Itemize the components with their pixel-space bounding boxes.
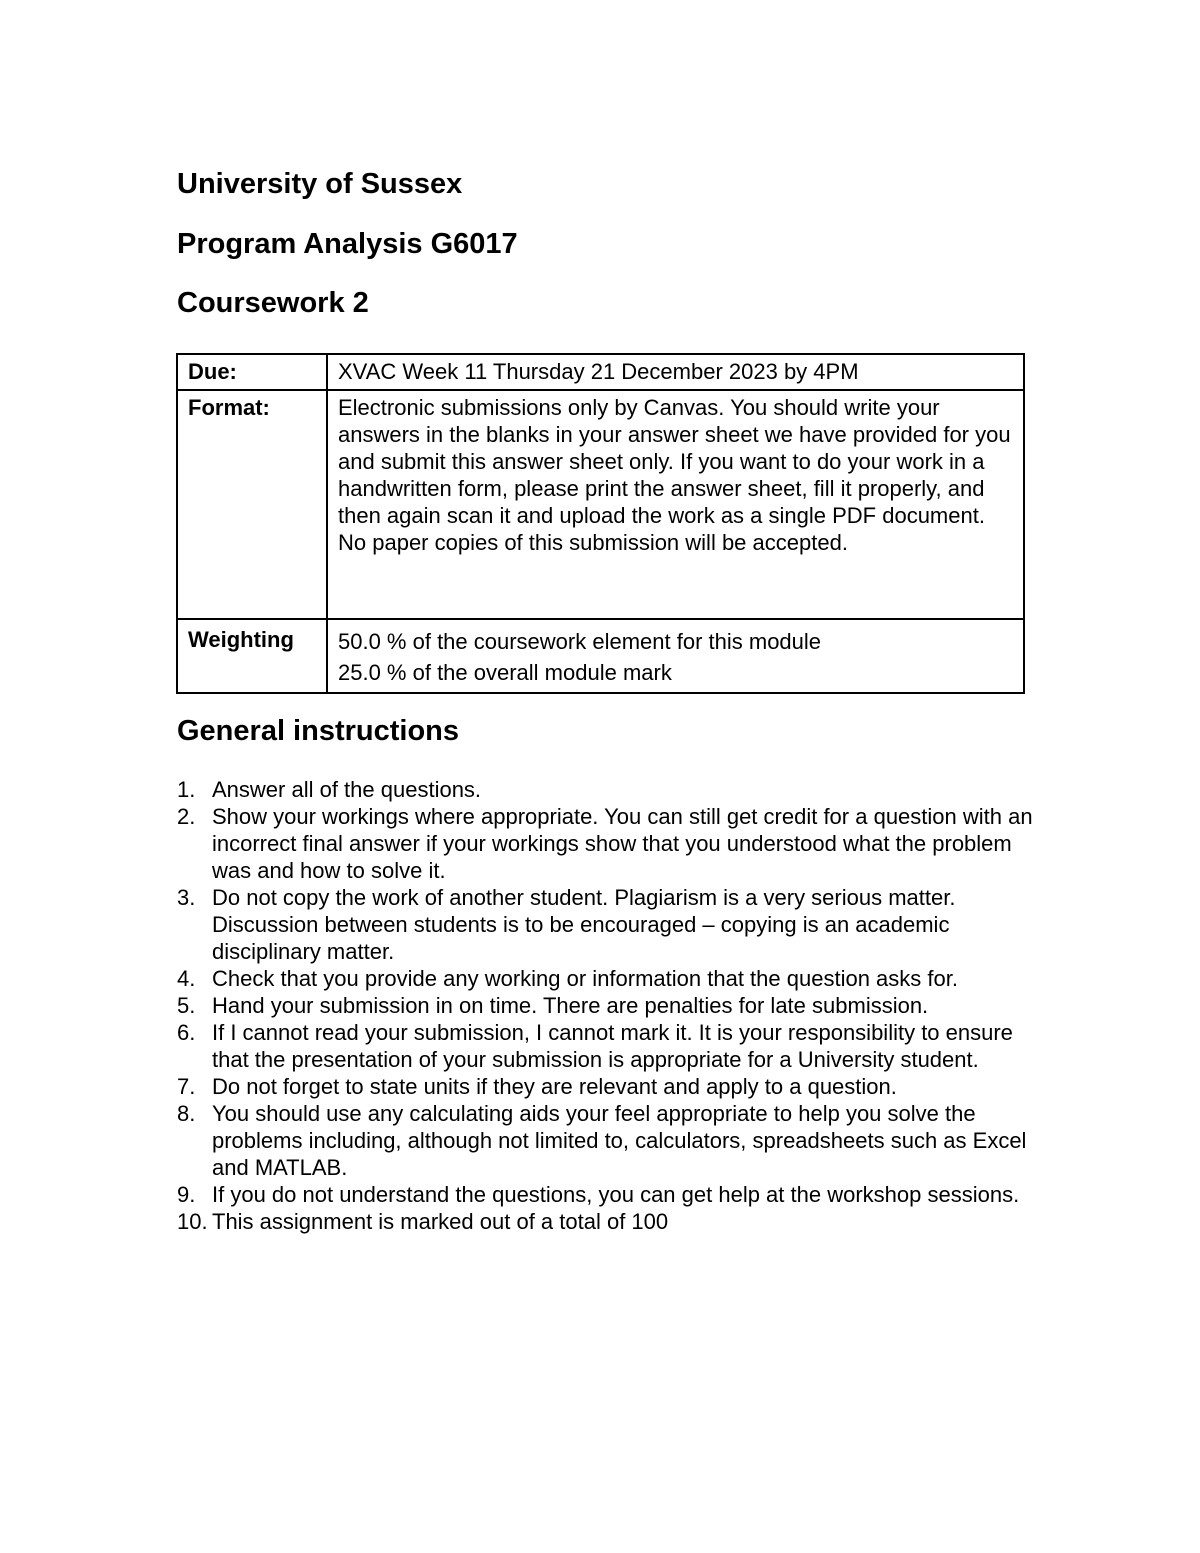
list-item-text: If I cannot read your submission, I cannot mark it. It is your responsibility to ensure that the presentation of your submission is appropriate for a University student. <box>212 1020 1013 1072</box>
weighting-row <box>177 619 1024 693</box>
list-item-text: Do not forget to state units if they are relevant and apply to a question. <box>212 1074 897 1099</box>
assignment-info-table <box>176 353 1025 694</box>
general-instructions-heading: General instructions <box>177 715 460 747</box>
due-label: Due: <box>177 354 327 390</box>
instructions-list <box>177 776 1037 1235</box>
format-value: Electronic submissions only by Canvas. You should write your answers in the blanks in your answer sheet we have provided for you and submit this answer sheet only. If you want to do your work in a handwritten form, please print the answer sheet, fill it properly, and then again scan it and upload the work as a single PDF document. No paper copies of this submission will be accepted. <box>327 390 1024 619</box>
list-item-text: Answer all of the questions. <box>212 777 482 802</box>
list-item <box>177 1100 1037 1181</box>
list-item-number: 1. <box>177 777 196 802</box>
weighting-coursework-line: 50.0 % of the coursework element for this module <box>338 629 822 654</box>
assignment-title: Coursework 2 <box>177 287 369 319</box>
list-item-number: 3. <box>177 885 196 910</box>
list-item <box>177 965 1037 992</box>
list-item-number: 9. <box>177 1182 196 1207</box>
list-item <box>177 884 1037 965</box>
weighting-value <box>327 619 1024 693</box>
list-item <box>177 776 1037 803</box>
format-label: Format: <box>177 390 327 619</box>
list-item <box>177 1073 1037 1100</box>
list-item <box>177 992 1037 1019</box>
list-item-text: This assignment is marked out of a total of 100 <box>212 1209 669 1234</box>
list-item <box>177 803 1037 884</box>
list-item <box>177 1208 1037 1235</box>
module-title: Program Analysis G6017 <box>177 228 518 260</box>
list-item-text: Show your workings where appropriate. You can still get credit for a question with an incorrect final answer if your workings show that you understood what the problem was and how to solve it. <box>212 804 1033 883</box>
format-row <box>177 390 1024 619</box>
list-item-number: 7. <box>177 1074 196 1099</box>
university-title: University of Sussex <box>177 168 463 200</box>
due-row <box>177 354 1024 390</box>
weighting-label: Weighting <box>177 619 327 693</box>
list-item-number: 2. <box>177 804 196 829</box>
list-item-text: Check that you provide any working or information that the question asks for. <box>212 966 958 991</box>
list-item-text: Do not copy the work of another student. Plagiarism is a very serious matter. Discussion between students is to be encouraged – copying is an academic disciplinary matter. <box>212 885 956 964</box>
list-item-text: You should use any calculating aids your feel appropriate to help you solve the problems including, although not limited to, calculators, spreadsheets such as Excel and MATLAB. <box>212 1101 1027 1180</box>
due-value: XVAC Week 11 Thursday 21 December 2023 by 4PM <box>327 354 1024 390</box>
list-item <box>177 1181 1037 1208</box>
list-item-number: 6. <box>177 1020 196 1045</box>
list-item-number: 5. <box>177 993 196 1018</box>
list-item-number: 4. <box>177 966 196 991</box>
list-item <box>177 1019 1037 1073</box>
list-item-text: Hand your submission in on time. There are penalties for late submission. <box>212 993 929 1018</box>
list-item-number: 8. <box>177 1101 196 1126</box>
weighting-overall-line: 25.0 % of the overall module mark <box>338 660 672 685</box>
list-item-number: 10. <box>177 1209 208 1234</box>
list-item-text: If you do not understand the questions, you can get help at the workshop sessions. <box>212 1182 1020 1207</box>
